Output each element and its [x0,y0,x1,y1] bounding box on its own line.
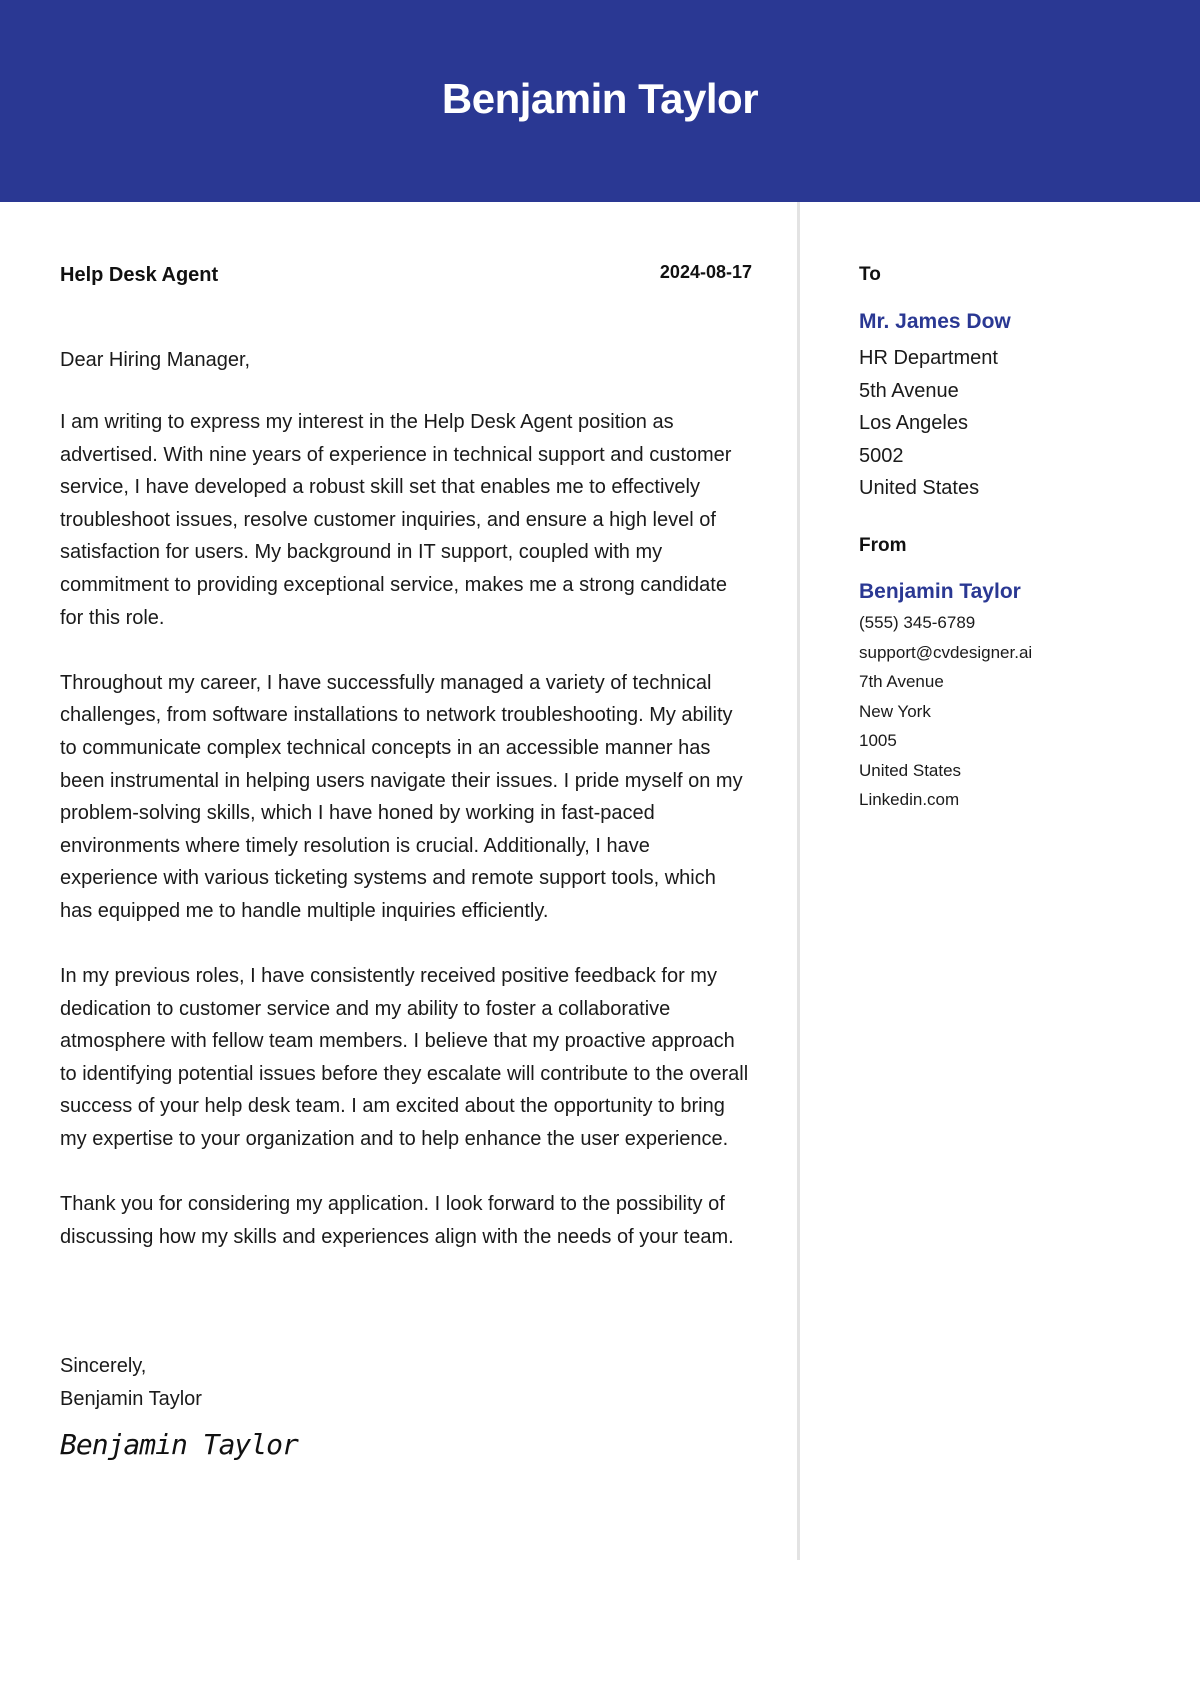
paragraph: I am writing to express my interest in the Help Desk Agent position as advertised. With nine years of experience in technical support and customer service, I have developed a robust skill set that enables me to effectively troubleshoot issues, resolve customer inquiries, and ensure a high level of satisfaction for users. My background in IT support, coupled with my commitment to providing exceptional service, makes me a strong candidate for this role. [60,411,732,629]
sender-name: Benjamin Taylor [859,580,1021,603]
recipient-department: HR Department [859,347,998,369]
sender-city: New York [859,701,931,721]
recipient-zip: 5002 [859,444,904,467]
sender-contact [859,608,1032,815]
column-divider [797,202,800,1560]
job-title: Help Desk Agent [60,264,219,286]
sender-street: 7th Avenue [859,672,944,691]
recipient-city: Los Angeles [859,412,968,435]
recipient-heading: To [859,264,881,285]
signature: Benjamin Taylor [60,1428,298,1461]
paragraph: Thank you for considering my application. I look forward to the possibility of discussing how my skills and experiences align with the needs of your team. [60,1193,734,1248]
sender-heading: From [859,535,907,556]
sender-phone: (555) 345-6789 [859,613,976,632]
recipient-street: 5th Avenue [859,379,959,402]
recipient-country: United States [859,477,980,500]
letter-date: 2024-08-17 [659,262,752,282]
sender-website-link[interactable]: Linkedin.com [859,790,960,809]
header-banner [0,0,1200,202]
closing-name: Benjamin Taylor [60,1387,202,1410]
sender-zip: 1005 [859,731,897,750]
paragraph: Throughout my career, I have successfully managed a variety of technical challenges, from software installations to network troubleshooting. My ability to communicate complex technical concepts in an accessible manner has been instrumental in helping users navigate their issues. I pride myself on my problem-solving skills, which I have honed by working in fast-paced environments where timely resolution is crucial. Additionally, I have experience with various ticketing systems and remote support tools, which has equipped me to handle multiple inquiries efficiently. [60,671,743,922]
recipient-address [859,342,998,505]
recipient-name: Mr. James Dow [859,310,1011,333]
closing-salutation: Sincerely, [60,1355,147,1377]
closing-block [60,1350,202,1415]
sender-country: United States [859,760,962,780]
sender-email[interactable]: support@cvdesigner.ai [859,642,1033,662]
applicant-name: Benjamin Taylor [441,75,759,122]
paragraph: In my previous roles, I have consistently received positive feedback for my dedication to customer service and my ability to foster a collaborative atmosphere with fellow team members. I believe that my proactive approach to identifying potential issues before they escalate will contribute to the overall success of your help desk team. I am excited about the opportunity to bring my expertise to your organization and to help enhance the user experience. [60,965,749,1151]
greeting: Dear Hiring Manager, [60,349,251,371]
letter-paragraphs [60,406,752,1286]
